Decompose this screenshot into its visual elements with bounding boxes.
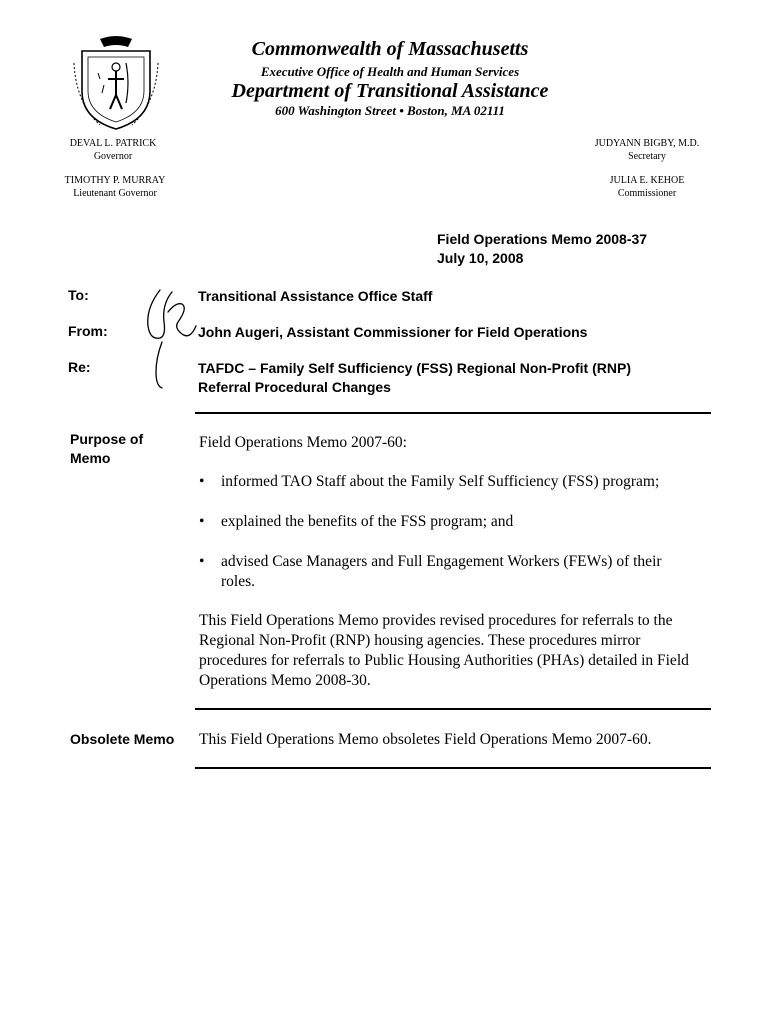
- obsolete-text: This Field Operations Memo obsoletes Field Operations Memo 2007-60.: [199, 731, 652, 748]
- list-item: [199, 472, 699, 492]
- re-line: TAFDC – Family Self Sufficiency (FSS) Regional Non-Profit (RNP): [198, 360, 631, 376]
- purpose-label-line: Purpose of: [70, 431, 144, 447]
- re-label: Re:: [68, 359, 91, 375]
- bullet-text: advised Case Managers and Full Engagement Workers (FEWs) of their roles.: [221, 553, 662, 590]
- official-name: JULIA E. KEHOE: [609, 175, 685, 186]
- purpose-label: [70, 430, 180, 468]
- official-name: JUDYANN BIGBY, M.D.: [594, 138, 700, 149]
- official-lieutenant-governor: [52, 174, 178, 200]
- section-divider: [195, 708, 711, 710]
- bullet-icon: •: [199, 553, 205, 570]
- to-label: To:: [68, 287, 89, 303]
- official-governor: [58, 137, 168, 163]
- state-seal-logo: [70, 33, 162, 133]
- official-title: Secretary: [628, 151, 666, 162]
- memo-number: Field Operations Memo 2008-37: [437, 231, 648, 247]
- memo-identifier: [437, 230, 647, 268]
- state-name: Commonwealth of Massachusetts: [251, 38, 529, 60]
- bullet-text: explained the benefits of the FSS program; and: [221, 513, 514, 530]
- official-commissioner: [585, 174, 709, 200]
- official-name: TIMOTHY P. MURRAY: [64, 175, 166, 186]
- re-value: [198, 359, 631, 397]
- list-item: [199, 552, 699, 592]
- official-name: DEVAL L. PATRICK: [69, 138, 157, 149]
- memo-date: July 10, 2008: [437, 250, 524, 266]
- official-title: Lieutenant Governor: [73, 188, 157, 199]
- purpose-intro: Field Operations Memo 2007-60:: [199, 434, 407, 451]
- official-secretary: [585, 137, 709, 163]
- purpose-bullet-list: [199, 472, 699, 612]
- department-name: Department of Transitional Assistance: [231, 80, 549, 102]
- obsolete-label: Obsolete Memo: [70, 731, 175, 747]
- bullet-text: informed TAO Staff about the Family Self Sufficiency (FSS) program;: [221, 473, 660, 490]
- section-divider: [195, 767, 711, 769]
- list-item: [199, 512, 699, 532]
- handwritten-signature: [138, 282, 204, 394]
- section-divider: [195, 412, 711, 414]
- bullet-icon: •: [199, 473, 205, 490]
- purpose-label-line: Memo: [70, 450, 111, 466]
- official-title: Governor: [93, 151, 133, 162]
- executive-office: Executive Office of Health and Human Services: [260, 64, 520, 79]
- official-title: Commissioner: [617, 188, 677, 199]
- purpose-paragraph: This Field Operations Memo provides revised procedures for referrals to the Regional Non-Profit (RNP) housing agencies. These procedures mirror procedures for referrals to Public Housing Authorities (PHAs) detailed in Field Operations Memo 2008-30.: [199, 612, 689, 689]
- from-label: From:: [68, 323, 108, 339]
- bullet-icon: •: [199, 513, 205, 530]
- from-value: John Augeri, Assistant Commissioner for Field Operations: [198, 324, 588, 340]
- department-address: 600 Washington Street • Boston, MA 02111: [275, 103, 505, 118]
- to-value: Transitional Assistance Office Staff: [198, 288, 433, 304]
- re-line: Referral Procedural Changes: [198, 379, 391, 395]
